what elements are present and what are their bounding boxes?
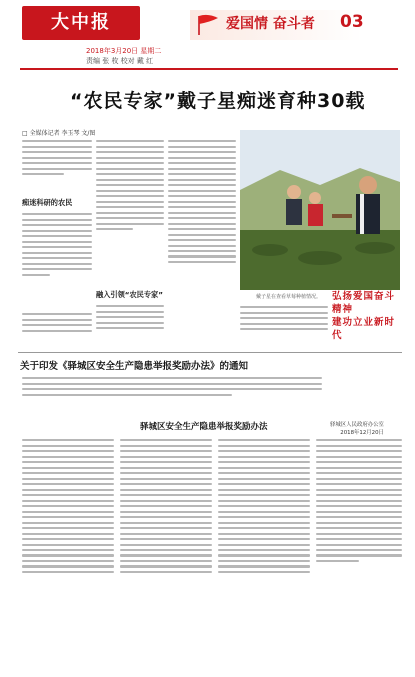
- dateline: 2018年3月20日 星期二: [86, 47, 162, 55]
- section-title: 爱国情 奋斗者: [226, 16, 315, 32]
- masthead-rule: [20, 68, 398, 70]
- article-column-1c: [22, 310, 92, 350]
- article-byline: □ 全媒体记者 李玉琴 文/图: [22, 130, 96, 137]
- notice-column-2: [120, 436, 212, 666]
- slogan-line-1: 弘扬爱国奋斗精神: [332, 291, 396, 315]
- farmers-in-field-illustration: [240, 130, 400, 290]
- article-column-2: [96, 137, 164, 287]
- section-divider: [18, 352, 402, 353]
- notice-title: 关于印发《驿城区安全生产隐患举报奖励办法》的通知: [20, 361, 249, 372]
- article-column-1a: [22, 137, 92, 197]
- slogan-line-2: 建功立业新时代: [332, 317, 396, 341]
- subhead-2: 融入引领“农民专家”: [96, 290, 163, 299]
- subhead-1: 痴迷科研的农民: [22, 198, 73, 207]
- article-column-1b: [22, 210, 92, 310]
- notice-intro: [22, 374, 322, 414]
- office-signature: [330, 420, 384, 436]
- newspaper-logo: 大中报: [22, 6, 140, 40]
- article-column-4: [240, 303, 328, 350]
- masthead: [0, 0, 415, 72]
- notice-column-3: [218, 436, 310, 666]
- method-title: 驿城区安全生产隐患举报奖励办法: [140, 422, 268, 432]
- office-name: 驿城区人民政府办公室: [330, 422, 384, 428]
- slogan: [332, 290, 402, 342]
- red-flag-icon: [196, 14, 222, 36]
- article-column-3: [168, 137, 236, 350]
- office-date: 2018年12月20日: [340, 430, 384, 436]
- article-column-2b: [96, 302, 164, 350]
- photo-caption: 戴子星在查看草莓种植情况。: [256, 294, 322, 300]
- page-number: 03: [340, 12, 364, 32]
- editor-line: 责编 张 枚 校对 戴 红: [86, 57, 154, 65]
- notice-column-1: [22, 436, 114, 666]
- notice-column-4: [316, 436, 402, 666]
- article-photo: [240, 130, 400, 290]
- article-headline: “农民专家”戴子星痴迷育种30载: [70, 90, 366, 112]
